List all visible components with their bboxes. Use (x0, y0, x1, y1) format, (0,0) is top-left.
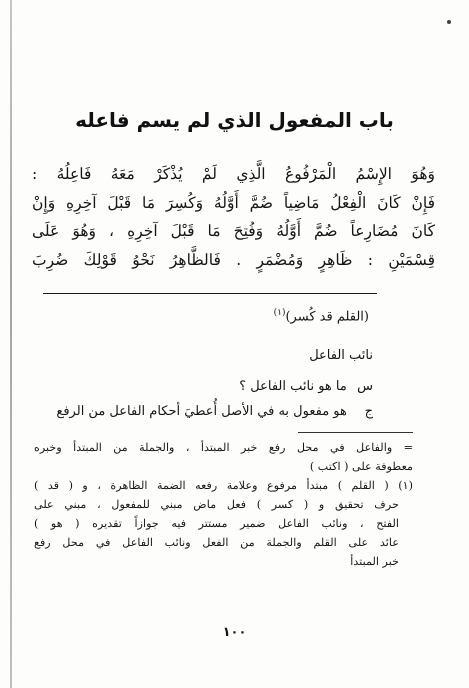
main-text-line-2: فَإِنْ كَانَ الْفِعْلُ مَاضِياً ضُمَّ أَوَّلُهُ وَكُسِرَ مَا قَبْلَ آخِرِهِ وَإِنْ (32, 193, 435, 212)
scan-edge-shadow (10, 0, 12, 688)
footnotes (34, 438, 413, 571)
section-subheading: نائب الفاعل (309, 348, 373, 363)
answer-line (56, 404, 373, 419)
main-text (32, 160, 435, 274)
footnote-1-line-3: الفتح ، ونائب الفاعل ضمير مستتر فيه جوازاً تقديره ( هو ) (34, 517, 399, 530)
question-text: ما هو نائب الفاعل ؟ (239, 379, 347, 394)
main-text-line-4: قِسْمَيْنِ : ظَاهِرٍ وَمُضْمَرٍ . فَالظَّاهِرُ نَحْوُ قَوْلِكَ ضُرِبَ (32, 250, 435, 269)
answer-text: هو مفعول به في الأصل أُعطيَ أحكام الفاعل من الرفع (56, 404, 347, 419)
section-divider (43, 293, 377, 294)
question-line (239, 379, 373, 394)
main-text-line-1: وَهُوَ الإِسْمُ الْمَرْفُوعُ الَّذِي لَمْ يُذْكَرْ مَعَهُ فَاعِلُهُ : (32, 165, 435, 183)
corner-dot (447, 20, 451, 24)
footnote-1-line-2: حرف تحقيق و ( كسر ) فعل ماض مبني للمفعول ، مبني على (34, 498, 399, 511)
chapter-title: باب المفعول الذي لم يسم فاعله (75, 108, 394, 133)
footnote-ref: (١) (273, 308, 286, 318)
footnote-1-line-1: (١) ( القلم ) مبتدأ مرفوع وعلامة رفعه الضمة الظاهرة ، و ( قد ) (34, 479, 413, 492)
footnote-divider (298, 432, 413, 433)
question-marker: س (357, 379, 373, 394)
footnote-continuation-line-2: معطوفة على ( اكتب ) (309, 460, 413, 473)
footnote-1-line-5: خبر المبتدأ (350, 555, 399, 568)
footnote-continuation-line-1: = والفاعل في محل رفع خبر المبتدأ ، والجملة من المبتدأ وخبره (34, 441, 413, 454)
answer-marker: ج (364, 404, 373, 419)
page-number: ١٠٠ (222, 625, 247, 640)
footnote-1-line-4: عائد على القلم والجملة من الفعل ونائب الفاعل في محل رفع (34, 536, 399, 549)
example-text: (القلم قد كُسر) (285, 309, 369, 325)
example-sentence (274, 308, 369, 324)
main-text-line-3: كَانَ مُضَارِعاً ضُمَّ أَوَّلُهُ وَفُتِحَ مَا قَبْلَ آخِرِهِ ، وَهُوَ عَلَى (32, 222, 435, 240)
